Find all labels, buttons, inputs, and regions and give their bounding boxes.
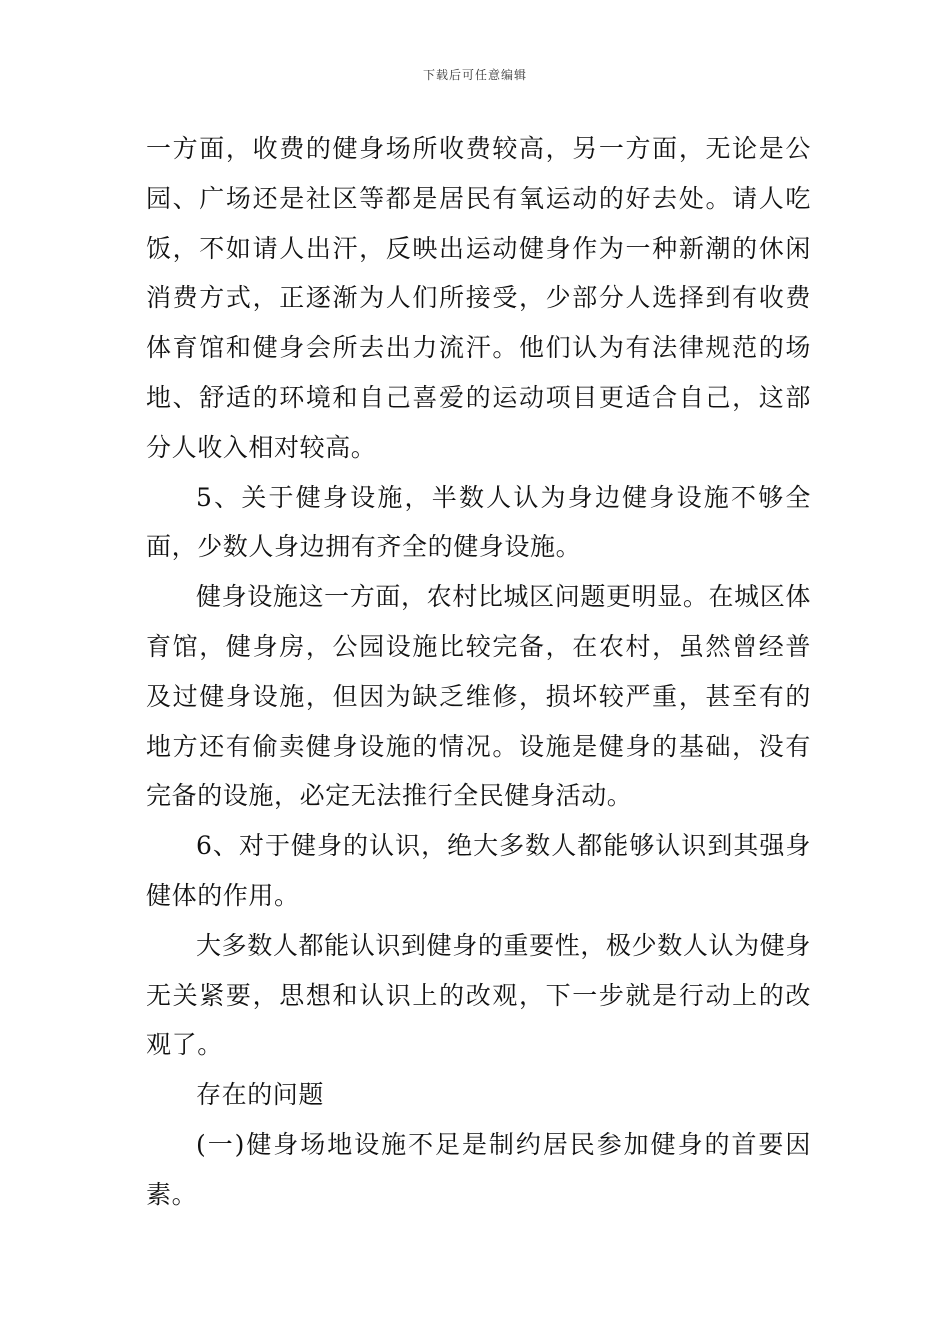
paragraph-3: 健身设施这一方面，农村比城区问题更明显。在城区体育馆，健身房，公园设施比较完备，在农村，虽然曾经普及过健身设施，但因为缺乏维修，损坏较严重，甚至有的地方还有偷卖健身设施的情况。设施是健身的基础，没有完备的设施，必定无法推行全民健身活动。 xyxy=(146,582,811,811)
paragraph-7: (一)健身场地设施不足是制约居民参加健身的首要因素。 xyxy=(146,1129,811,1209)
header-note: 下载后可任意编辑 xyxy=(422,68,527,82)
paragraph-4: 6、对于健身的认识，绝大多数人都能够认识到其强身健体的作用。 xyxy=(146,831,811,910)
paragraph-1: 一方面，收费的健身场所收费较高，另一方面，无论是公园、广场还是社区等都是居民有氧运动的好去处。请人吃饭，不如请人出汗，反映出运动健身作为一种新潮的休闲消费方式，正逐渐为人们所接受，少部分人选择到有收费体育馆和健身会所去出力流汗。他们认为有法律规范的场地、舒适的环境和自己喜爱的运动项目更适合自己，这部分人收入相对较高。 xyxy=(146,134,811,462)
section-heading: 存在的问题 xyxy=(196,1080,325,1110)
paragraph-2: 5、关于健身设施，半数人认为身边健身设施不够全面，少数人身边拥有齐全的健身设施。 xyxy=(146,482,811,562)
paragraph-5: 大多数人都能认识到健身的重要性，极少数人认为健身无关紧要，思想和认识上的改观，下一步就是行动上的改观了。 xyxy=(146,930,811,1060)
document-body xyxy=(146,124,811,1220)
